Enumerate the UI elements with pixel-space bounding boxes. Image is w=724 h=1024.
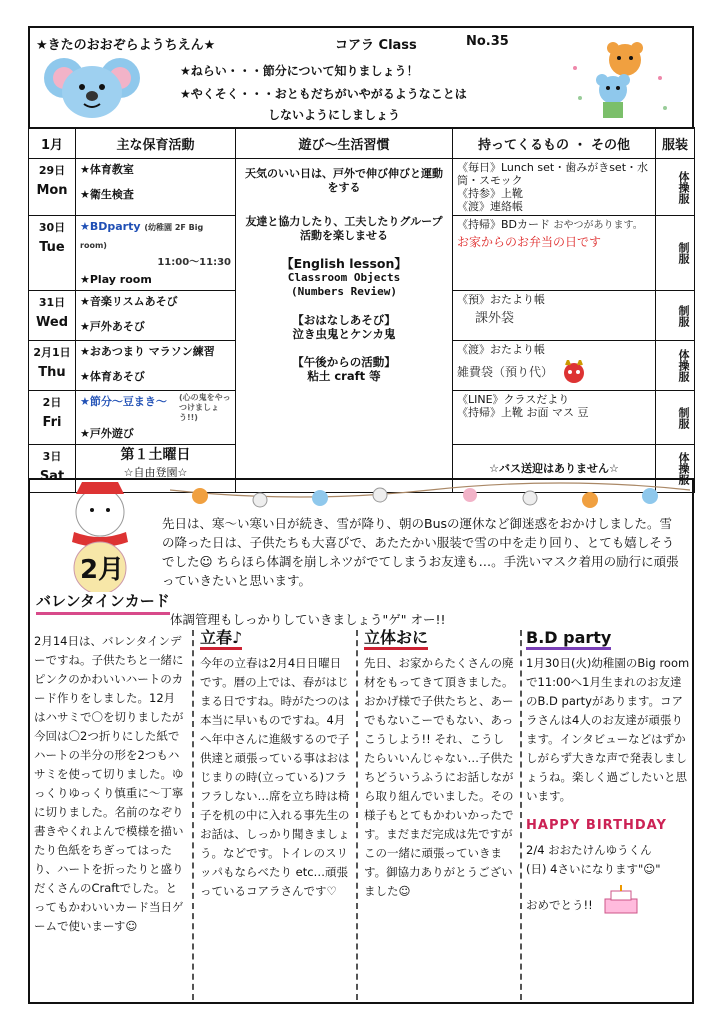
oni-icon: [557, 360, 591, 386]
bring-item: ☆バス送迎はありません☆: [453, 445, 656, 493]
oni-text: 先日、お家からたくさんの廃材をもってきて頂きました。おかげ様で子供たちと、あーでもないこーでもない、あっこうしよう!! それ、こうしたらいいんじゃない…子供たちどういうふうにお話しながら取り組んでいました。その様子もとてもかわいかったです。まだまだ完成は先ですがこの一緒に頑張っていきます。御協力ありがとうございました☺: [364, 656, 514, 898]
date-dow: Tue: [39, 240, 65, 255]
column-divider: [192, 630, 194, 1000]
date-dow: Thu: [38, 365, 66, 380]
column-divider: [356, 630, 358, 1000]
play-text: 粘土 craft 等: [307, 369, 381, 383]
play-text: Classroom Objects: [287, 271, 401, 284]
play-text: 友達と協力したり、工夫したりグループ活動を楽しませる: [245, 215, 443, 242]
play-text: 天気のいい日は、戸外で伸び伸びと運動をする: [245, 167, 443, 194]
clothes: 制服: [656, 291, 695, 341]
col-header-play: 遊び～生活習慣: [236, 128, 453, 159]
clothes: 体操服: [656, 159, 695, 216]
play-text: 【English lesson】: [281, 256, 407, 271]
birthday-cake-icon: [601, 883, 641, 915]
promise-text-2: しないようにしましょう: [268, 108, 401, 122]
newsletter-page: [28, 26, 694, 1004]
date-day: 2月1日: [33, 346, 71, 359]
table-row: [29, 159, 695, 216]
snowman-icon: [40, 482, 170, 592]
clothes: 制服: [656, 391, 695, 445]
oni-title: 立体おに: [364, 628, 428, 650]
bring-item: 《持参》上靴: [457, 187, 523, 200]
risshun-text: 今年の立春は2月4日日曜日です。暦の上では、春がはじまる日ですね。時がたつのは本当に早いものですね。4月へ年中さんに進級するので子供達と頑張っている事はおはじまりの時(立っている)フラフラしない…席を立ち時は椅子を机の中に入れる事先生のお話は、しっかり聞きましょう。などです。トイレのスリッパもならべたり etc…頑張っているコアラさんです♡: [200, 656, 350, 898]
activity: ★戸外あそび: [80, 320, 145, 333]
play-text: (Numbers Review): [291, 285, 397, 298]
col-header-clothes: 服装: [656, 128, 695, 159]
schedule-table: [28, 127, 695, 493]
col-header-month: 1月: [29, 128, 76, 159]
promise-text-1: ★やくそく・・・おともだちがいやがるようなことは: [180, 87, 467, 101]
column-divider: [520, 630, 522, 1000]
valentine-column: [34, 632, 184, 936]
clothes: 制服: [656, 216, 695, 291]
intro-text: 先日は、寒～い寒い日が続き、雪が降り、朝のBusの運休など御迷惑をおかけしました。雪の降った日は、子供たちも大喜びで、あたたかい服装で雪の中を走り回り、とても嬉しそうでした☺ ちらほら体調を崩しネツがでてしまうお友達も…。手洗いマスク着用の励行に頑張っていきたいと思います。: [162, 516, 679, 588]
table-header-row: [29, 128, 695, 159]
date-day: 30日: [38, 221, 66, 234]
handwritten-note: 雑費袋（預り代）: [457, 365, 554, 379]
happy-birthday-text: HAPPY BIRTHDAY: [526, 818, 667, 833]
date-day: 3日: [42, 450, 62, 463]
activity: ★BDparty: [80, 220, 141, 233]
play-habits-cell: [236, 159, 453, 493]
header: [28, 26, 694, 129]
bring-item: 《LINE》クラスだより: [457, 393, 570, 406]
bring-item: 《持帰》BDカード: [457, 218, 551, 231]
newsletter-body: [28, 478, 694, 1004]
date-day: 31日: [38, 296, 66, 309]
handwritten-note: お家からのお弁当の日です: [457, 235, 602, 249]
valentine-text: 2月14日は、バレンタインデーですね。子供たちと一緒にピンクのかわいいハートのカード作りをしました。12月はハサミで〇を切りましたが今回は〇2つ折りにした紙でハートの半分の形を2つもハサミを使って切りました。ゆっくりゆっくり慎重に～丁寧に切りました。名前のなぞり書きやくれよんで模様を描いたり色紙をちぎってはったり、ハートを折ったりと盛りだくさんのCraftでした。とってもかわいいカード当日ゲームで使いまーす☺: [34, 634, 184, 933]
bring-item: 《持帰》上靴 お面 マス 豆: [457, 406, 589, 419]
handwritten-note: おやつがあります。: [553, 220, 643, 231]
bring-item: 《預》おたより帳: [457, 293, 545, 306]
animal-illustration-icon: [555, 38, 685, 128]
handwritten-note: (幼稚園 2F Big room): [80, 223, 204, 250]
activity: ★おあつまり マラソン練習: [80, 345, 215, 358]
valentine-title: バレンタインカード: [36, 590, 170, 615]
intro-text-2: 体調管理もしっかりしていきましょう"ゲ" オー!!: [170, 612, 446, 627]
date-dow: Mon: [36, 183, 68, 198]
bdparty-title: B.D party: [526, 628, 611, 650]
col-header-activities: 主な保育活動: [76, 128, 236, 159]
bdparty-column: [526, 628, 692, 915]
date-dow: Sat: [39, 469, 65, 484]
activity: ☆自由登園☆: [123, 466, 188, 479]
col-header-bring: 持ってくるもの ・ その他: [453, 128, 656, 159]
clothes: 体操服: [656, 445, 695, 493]
bring-item: 《渡》おたより帳: [457, 343, 545, 356]
issue-number: No.35: [466, 34, 509, 49]
birthday-age: (日) 4さいになります"☺": [526, 862, 661, 876]
date-dow: Fri: [42, 415, 62, 430]
handwritten-note: 11:00～11:30: [157, 257, 231, 268]
risshun-column: [200, 628, 350, 901]
snowman-garland-icon: [170, 482, 690, 510]
aim-text: ★ねらい・・・節分について知りましょう！: [180, 64, 419, 78]
bring-item: 《毎日》Lunch set・歯みがきset・水筒・スモック: [457, 161, 649, 187]
school-name: ★きたのおおぞらようちえん★: [36, 38, 216, 53]
date-day: 2日: [42, 396, 62, 409]
activity: ★節分～豆まき～: [80, 395, 167, 408]
birthday-name: 2/4 おおたけんゆうくん: [526, 843, 652, 857]
month-label: 2月: [80, 555, 125, 585]
koala-icon: [42, 52, 142, 120]
risshun-title: 立春♪: [200, 628, 242, 650]
date-dow: Wed: [36, 315, 68, 330]
oni-column: [364, 628, 514, 901]
play-text: 【おはなしあそび】: [292, 313, 396, 327]
handwritten-note: (心の鬼をやっつけましょう!!): [179, 393, 231, 422]
class-name: コアラ Class: [335, 38, 417, 53]
birthday-congrats: おめでとう!!: [526, 898, 593, 912]
activity: ★衛生検査: [80, 188, 134, 201]
activity: ★戸外遊び: [80, 427, 134, 440]
activity: ★音楽リスムあそび: [80, 295, 178, 308]
clothes: 体操服: [656, 341, 695, 391]
play-text: 泣き虫鬼とケンカ鬼: [292, 327, 396, 341]
handwritten-note: 課外袋: [475, 311, 515, 326]
activity: ★Play room: [80, 273, 152, 286]
activity: ★体育あそび: [80, 370, 145, 383]
bdparty-text: 1月30日(火)幼稚園のBig roomで11:00へ1月生まれのお友達のB.D partyがあります。コアラさんは4人のお友達が頑張ります。インタビューなどはずかしがらず大きな声で発表しましょうね。楽しく過ごしたいと思います。: [526, 656, 690, 803]
activity: ★体育教室: [80, 163, 134, 176]
play-text: 【午後からの活動】: [292, 355, 396, 369]
activity: 第１土曜日: [120, 447, 191, 463]
date-day: 29日: [38, 164, 66, 177]
bring-item: 《渡》連絡帳: [457, 200, 523, 213]
